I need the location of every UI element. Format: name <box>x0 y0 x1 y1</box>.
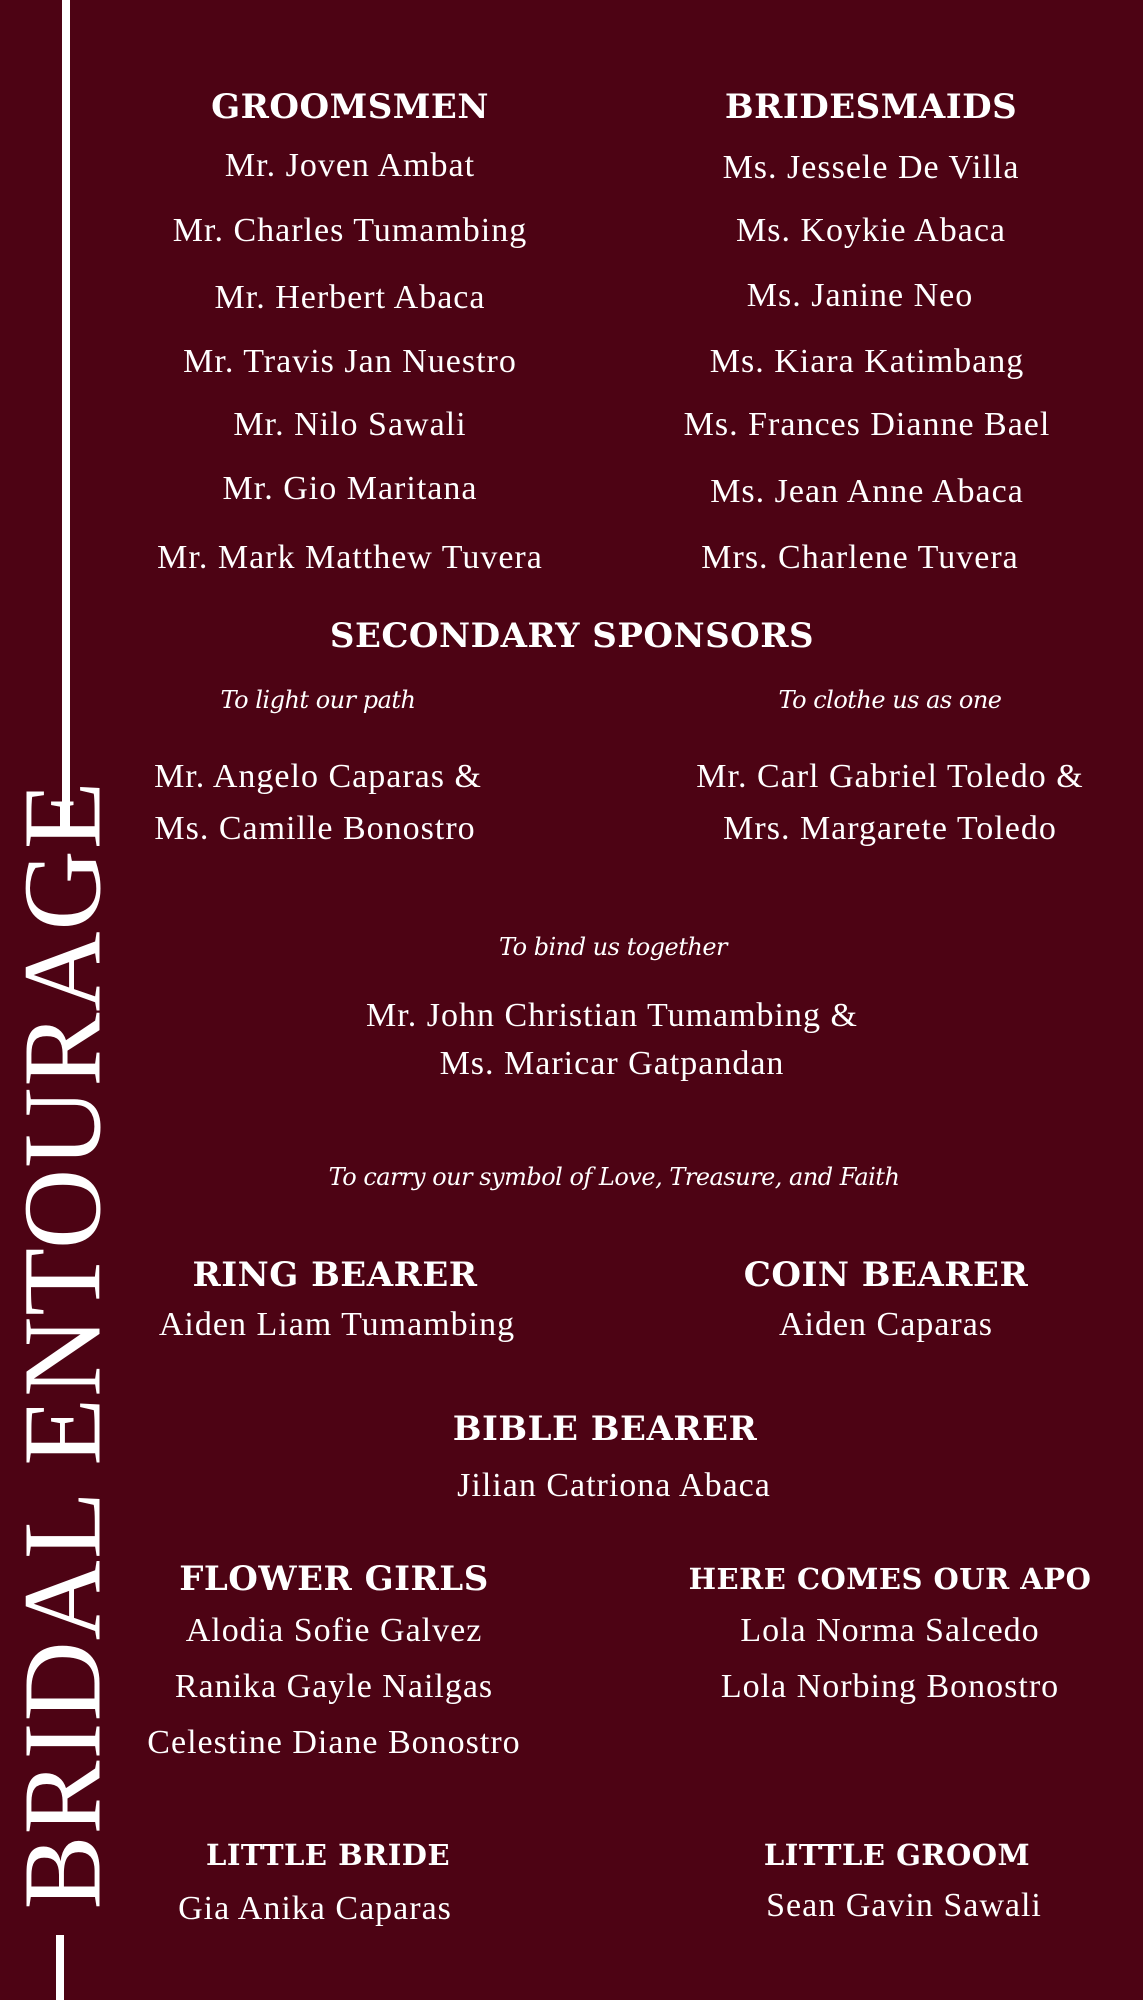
cord-sponsor-line: Ms. Maricar Gatpandan <box>439 1045 785 1082</box>
apo-name: Lola Norbing Bonostro <box>720 1668 1060 1705</box>
apo-name: Lola Norma Salcedo <box>740 1612 1040 1649</box>
secondary-sponsors-title: SECONDARY SPONSORS <box>329 616 815 656</box>
bible-bearer-name: Jilian Catriona Abaca <box>457 1467 771 1504</box>
veil-sponsors-role: To clothe us as one <box>778 686 1002 714</box>
bible-bearer-title: BIBLE BEARER <box>452 1409 758 1449</box>
groomsman-name: Mr. Nilo Sawali <box>233 406 467 443</box>
coin-bearer-name: Aiden Caparas <box>778 1306 994 1343</box>
bridesmaid-name: Ms. Kiara Katimbang <box>709 343 1025 380</box>
bearers-caption: To carry our symbol of Love, Treasure, and Faith <box>328 1163 900 1191</box>
flower-girl-name: Celestine Diane Bonostro <box>147 1724 521 1761</box>
cord-sponsor-line: Mr. John Christian Tumambing & <box>366 997 858 1034</box>
candle-sponsors-role: To light our path <box>220 686 416 714</box>
bridesmaid-name: Ms. Frances Dianne Bael <box>683 406 1051 443</box>
ring-bearer-title: RING BEARER <box>192 1255 478 1295</box>
apo-title: HERE COMES OUR APO <box>688 1562 1092 1596</box>
groomsman-name: Mr. Charles Tumambing <box>172 212 528 249</box>
little-groom-name: Sean Gavin Sawali <box>766 1887 1042 1924</box>
candle-sponsor-line: Ms. Camille Bonostro <box>154 810 476 847</box>
groomsman-name: Mr. Gio Maritana <box>222 470 478 507</box>
bridesmaid-name: Ms. Janine Neo <box>746 277 974 314</box>
bridesmaid-name: Mrs. Charlene Tuvera <box>701 539 1019 576</box>
groomsman-name: Mr. Herbert Abaca <box>214 279 486 316</box>
ring-bearer-name: Aiden Liam Tumambing <box>158 1306 516 1343</box>
bridesmaids-title: BRIDESMAIDS <box>724 87 1018 127</box>
flower-girls-title: FLOWER GIRLS <box>179 1559 489 1599</box>
bridesmaid-name: Ms. Koykie Abaca <box>735 212 1007 249</box>
candle-sponsor-line: Mr. Angelo Caparas & <box>154 758 482 795</box>
bridesmaid-name: Ms. Jessele De Villa <box>722 149 1020 186</box>
groomsman-name: Mr. Travis Jan Nuestro <box>183 343 517 380</box>
veil-sponsor-line: Mr. Carl Gabriel Toledo & <box>696 758 1084 795</box>
cord-sponsors-role: To bind us together <box>498 933 728 961</box>
veil-sponsor-line: Mrs. Margarete Toledo <box>723 810 1057 847</box>
bridesmaid-name: Ms. Jean Anne Abaca <box>710 473 1024 510</box>
flower-girl-name: Alodia Sofie Galvez <box>185 1612 483 1649</box>
groomsmen-title: GROOMSMEN <box>211 87 489 127</box>
coin-bearer-title: COIN BEARER <box>743 1255 1029 1295</box>
flower-girl-name: Ranika Gayle Nailgas <box>174 1668 494 1705</box>
vertical-line-top <box>62 0 70 830</box>
vertical-line-bottom <box>56 1935 64 2000</box>
side-title: BRIDAL ENTOURAGE <box>1 780 125 1910</box>
little-groom-title: LITTLE GROOM <box>763 1838 1031 1872</box>
groomsman-name: Mr. Joven Ambat <box>224 147 476 184</box>
little-bride-name: Gia Anika Caparas <box>178 1890 452 1927</box>
little-bride-title: LITTLE BRIDE <box>205 1838 451 1872</box>
groomsman-name: Mr. Mark Matthew Tuvera <box>157 539 543 576</box>
